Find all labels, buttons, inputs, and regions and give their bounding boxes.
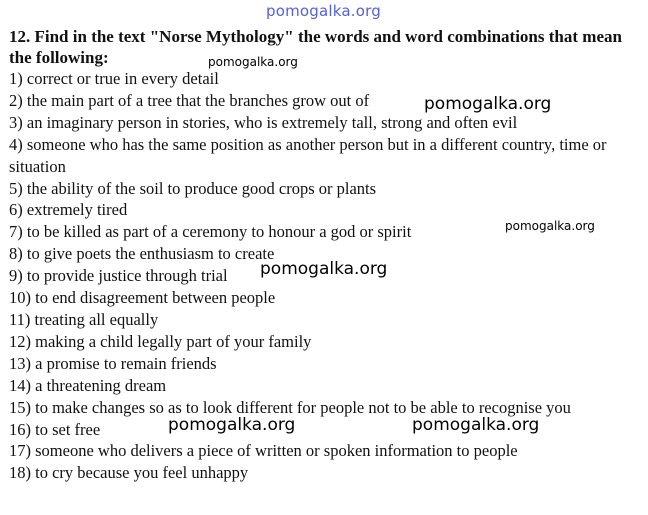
list-item: 17) someone who delivers a piece of written or spoken information to people	[9, 441, 518, 461]
list-item: 11) treating all equally	[9, 309, 159, 329]
list-item: 10) to end disagreement between people	[9, 288, 276, 308]
watermark: pomogalka.org	[168, 415, 296, 435]
list-item: 8) to give poets the enthusiasm to create	[9, 244, 275, 264]
watermark: pomogalka.org	[424, 94, 552, 114]
list-item: 5) the ability of the soil to produce good crops or plants	[9, 178, 377, 198]
list-item: 9) to provide justice through trial	[9, 266, 228, 286]
list-item: 16) to set free	[9, 419, 101, 439]
list-item: 2) the main part of a tree that the branches grow out of	[9, 90, 370, 110]
list-item: 1) correct or true in every detail	[9, 69, 219, 88]
list-item: 18) to cry because you feel unhappy	[9, 463, 249, 483]
list-item: 14) a threatening dream	[9, 375, 167, 395]
list-item: 7) to be killed as part of a ceremony to honour a god or spirit	[9, 222, 412, 242]
watermark: pomogalka.org	[505, 219, 595, 233]
exercise-title: 12. Find in the text "Norse Mythology" the words and word combinations that mean the following:	[9, 27, 622, 67]
header-watermark: pomogalka.org	[266, 2, 381, 20]
list-item: 6) extremely tired	[9, 200, 128, 220]
list-item: 13) a promise to remain friends	[9, 353, 217, 373]
watermark: pomogalka.org	[412, 415, 540, 435]
list-item: 12) making a child legally part of your family	[9, 331, 312, 351]
list-item: 4) someone who has the same position as another person but in a different country, time or situation	[9, 134, 607, 176]
list-item: 3) an imaginary person in stories, who is extremely tall, strong and often evil	[9, 112, 518, 132]
watermark: pomogalka.org	[260, 259, 388, 279]
watermark: pomogalka.org	[208, 55, 298, 69]
list-item: 15) to make changes so as to look different for people not to be able to recognise you	[9, 397, 571, 417]
